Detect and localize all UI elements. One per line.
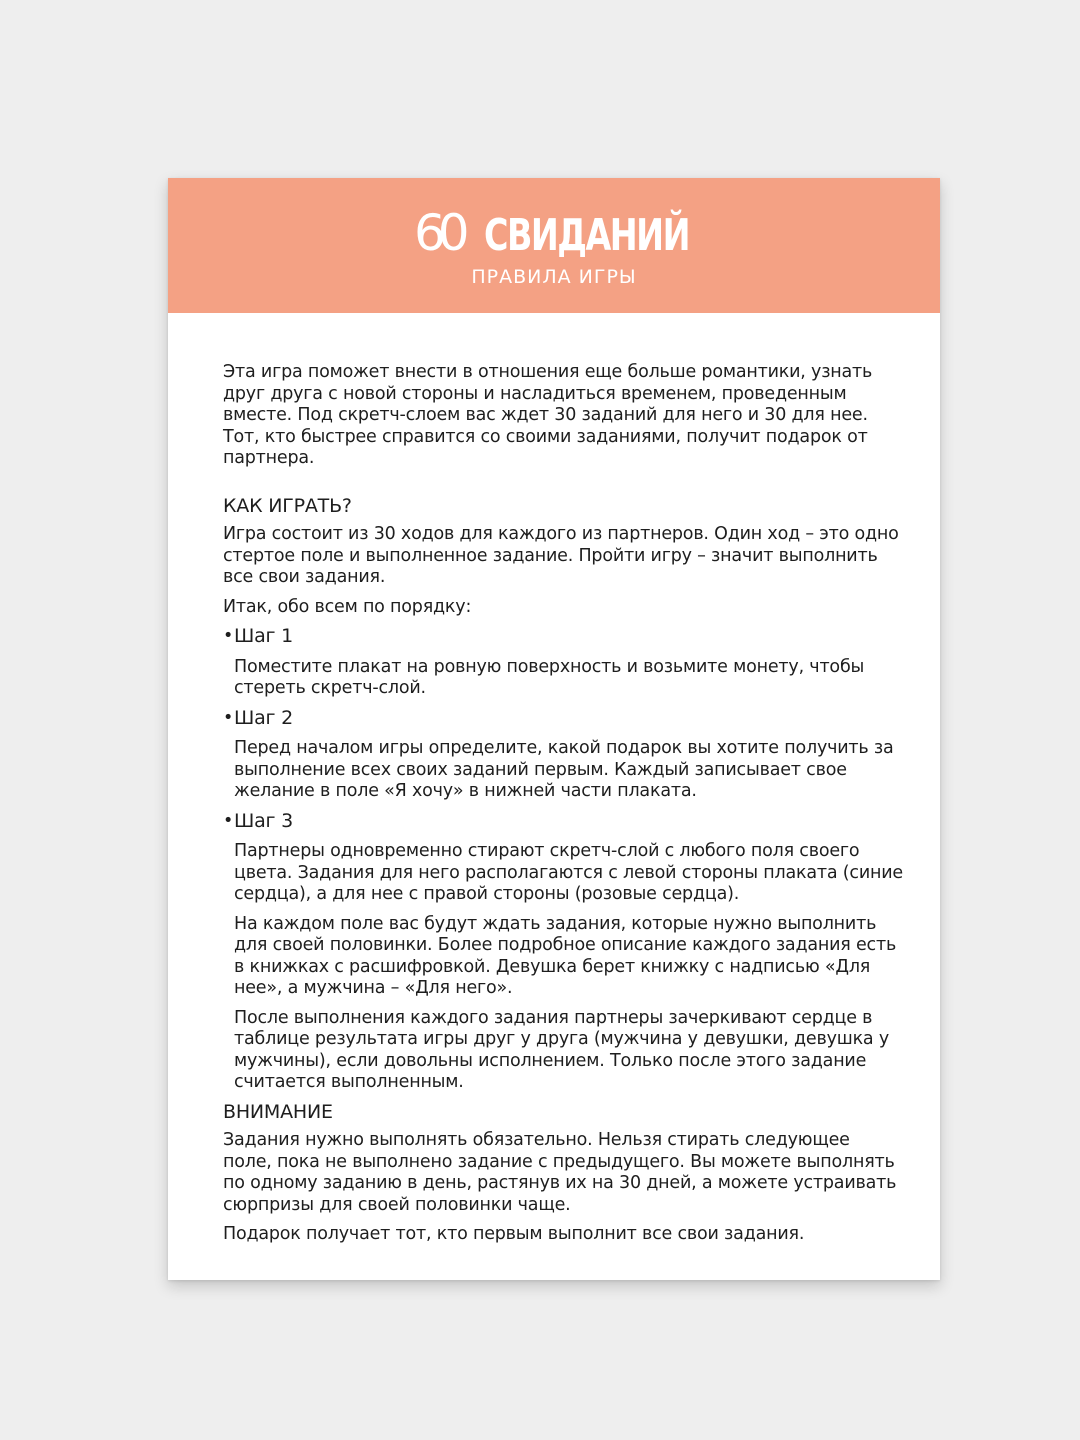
step-3	[223, 811, 903, 834]
logo-number: 60	[414, 204, 462, 262]
rules-content	[223, 362, 903, 1254]
logo-word: СВИДАНИЙ	[484, 210, 755, 261]
brand-logo-graphic	[414, 202, 755, 262]
rules-card	[168, 178, 940, 1280]
step-2-text: Перед началом игры определите, какой подарок вы хотите получить за выполнение всех своих заданий первым. Каждый записывает свое желание в поле «Я хочу» в нижней части плаката.	[234, 738, 894, 801]
step-1	[223, 626, 903, 649]
bullet-icon: •	[223, 626, 234, 646]
step-label: Шаг 1	[234, 625, 294, 647]
card-header	[168, 178, 940, 313]
how-to-play-heading: КАК ИГРАТЬ?	[223, 494, 352, 517]
brand-logo	[168, 202, 940, 262]
intro-paragraph: Эта игра поможет внести в отношения еще больше романтики, узнать друг друга с новой стороны и насладиться временем, проведенным вместе. Под скретч-слоем вас ждет 30 заданий для него и 30 для нее. Тот, кто быстрее справится со своими заданиями, получит подарок от партнера.	[223, 362, 873, 468]
step-3-text-3: После выполнения каждого задания партнеры зачеркивают сердце в таблице результата игры друг у друга (мужчина у девушки, девушка у мужчины), если довольны исполнением. Только после этого задание считается выполненным.	[234, 1007, 889, 1092]
attention-paragraph-1: Задания нужно выполнять обязательно. Нельзя стирать следующее поле, пока не выполнено задание с предыдущего. Вы можете выполнять по одному заданию в день, растянув их на 30 дней, а можете устраивать сюрпризы для своей половинки чаще.	[223, 1130, 897, 1215]
attention-heading: ВНИМАНИЕ	[223, 1100, 333, 1123]
step-label: Шаг 2	[234, 706, 294, 729]
order-intro: Итак, обо всем по порядку:	[223, 596, 472, 617]
step-1-text: Поместите плакат на ровную поверхность и возьмите монету, чтобы стереть скретч-слой.	[234, 656, 865, 698]
step-3-text-2: На каждом поле вас будут ждать задания, которые нужно выполнить для своей половинки. Более подробное описание каждого задания есть в книжках с расшифровкой. Девушка берет книжку с надписью «Для нее», а мужчина – «Для него».	[234, 913, 897, 998]
bullet-icon: •	[223, 810, 234, 831]
step-label: Шаг 3	[234, 809, 294, 832]
step-2	[223, 708, 903, 731]
step-3-text-1: Партнеры одновременно стирают скретч-слой с любого поля своего цвета. Задания для него располагаются с левой стороны плаката (синие сердца), а для нее с правой стороны (розовые сердца).	[234, 841, 904, 904]
attention-paragraph-2: Подарок получает тот, кто первым выполнит все свои задания.	[223, 1224, 805, 1244]
how-to-play-paragraph: Игра состоит из 30 ходов для каждого из партнеров. Один ход – это одно стертое поле и выполненное задание. Пройти игру – значит выполнить все свои задания.	[223, 524, 899, 587]
header-subtitle: ПРАВИЛА ИГРЫ	[471, 266, 637, 288]
bullet-icon: •	[223, 707, 234, 728]
